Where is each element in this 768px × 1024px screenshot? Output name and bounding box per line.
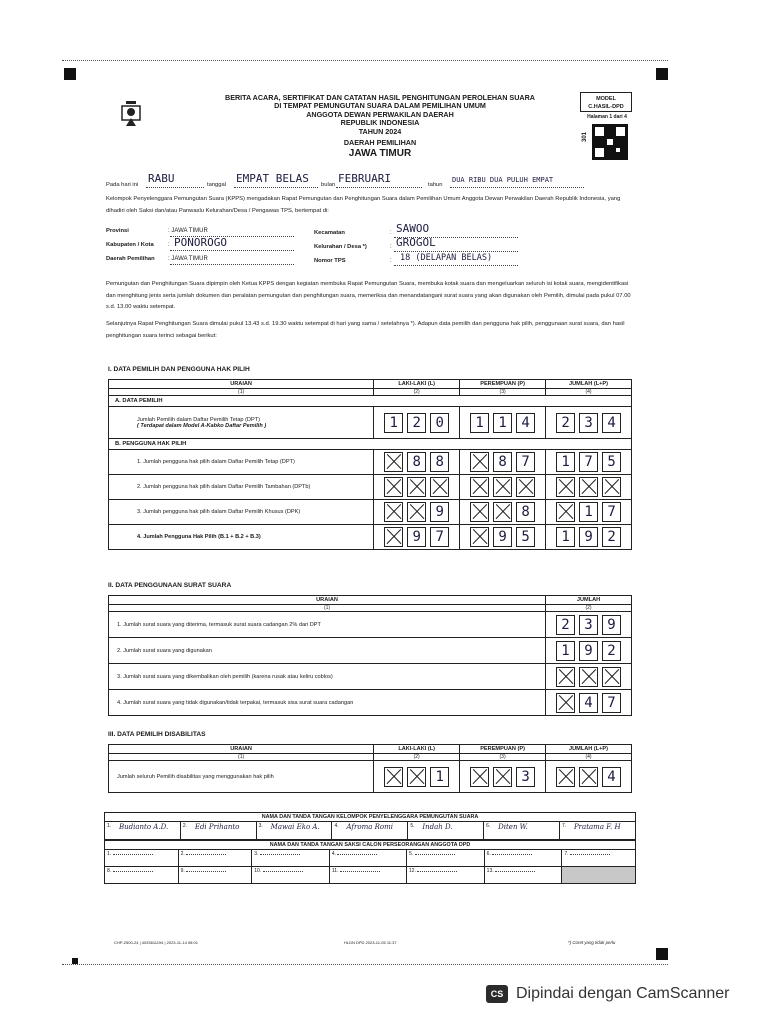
page-indicator: Halaman 1 dari 4: [587, 114, 627, 120]
digit-box[interactable]: 7: [602, 502, 621, 522]
digit-box-crossed[interactable]: [579, 477, 598, 497]
dpt-label-line-1: Jumlah Pemilih dalam Daftar Pemilih Tetap (DPT): [137, 416, 261, 423]
saksi-dotline: [495, 871, 535, 872]
digit-box[interactable]: 1: [430, 767, 449, 787]
b2-jumlah: [546, 475, 632, 500]
dpt-jumlah: [546, 407, 632, 439]
tanggal-value: EMPAT BELAS: [236, 172, 309, 185]
digit-box[interactable]: 7: [430, 527, 449, 547]
saksi-number: 4.: [331, 851, 337, 857]
paragraph-2: Selanjutnya Rapat Penghitungan Suara dimulai pukul 13.43 s.d. 19.30 waktu setempat di hari yang sama / setelahnya *). Adapun data pemilih dan pengguna hak pilih, penggunaan surat suara, dan hasil penghitungan suara terinci sebagai berikut:: [106, 321, 625, 339]
saksi-number: 9.: [180, 868, 185, 874]
digit-box[interactable]: 2: [407, 413, 426, 433]
kpps-number: 5.: [410, 823, 415, 829]
col-index-3-3: (3): [460, 754, 546, 761]
corner-mark-tr: [656, 68, 668, 80]
saksi-signature-cell[interactable]: [484, 867, 562, 884]
digit-box[interactable]: 4: [602, 767, 621, 787]
saksi-empty-cell: [562, 867, 636, 884]
top-dotted-border: [62, 60, 668, 61]
kpps-signature-cell[interactable]: [408, 822, 484, 840]
kpps-signature-cell[interactable]: [484, 822, 560, 840]
kpps-number: 4.: [334, 823, 339, 829]
col-jumlah-3: JUMLAH (L+P): [546, 745, 632, 754]
digit-box[interactable]: 1: [579, 502, 598, 522]
col-jumlah-2: JUMLAH: [546, 596, 632, 605]
tahun-label: tahun: [428, 182, 443, 188]
kpps-signature-table: [104, 812, 636, 840]
digit-box[interactable]: 2: [602, 527, 621, 547]
saksi-dotline: [415, 854, 455, 855]
paragraph-1: Pemungutan dan Penghitungan Suara dipimpin oleh Ketua KPPS dengan kegiatan membuka Rapat Pemungutan Suara, membuka kotak suara dan mengeluarkan seluruh isi kotak suara, mengidentifikasi dan menghitung jenis serta jumlah dokumen dan peralatan pemungutan dan penghitungan suara, memeriksa dan menandatangani surat suara yang akan digunakan oleh Pemilih, dimulai pada pukul 07.00 s.d. 13.00 waktu setempat.: [106, 281, 631, 310]
b4-jumlah: [546, 525, 632, 550]
qr-code-icon: [592, 124, 628, 160]
digit-box-crossed[interactable]: [579, 767, 598, 787]
b3-jumlah: [546, 500, 632, 525]
saksi-signature-cell[interactable]: [407, 867, 485, 884]
kpps-signature-cell[interactable]: [105, 822, 181, 840]
header-line-5: TAHUN 2024: [358, 126, 402, 136]
kpps-signature: Pratama F. H: [573, 823, 621, 831]
saksi-signature-cell[interactable]: [252, 850, 330, 867]
kabupaten-colon: :: [168, 242, 170, 248]
saksi-signature-cell[interactable]: [178, 867, 252, 884]
digit-box-crossed[interactable]: [384, 477, 403, 497]
digit-box-crossed[interactable]: [602, 667, 621, 687]
saksi-number: 2.: [180, 851, 185, 857]
corner-mark-bl: [72, 958, 78, 964]
table-row: [109, 407, 632, 439]
kpps-number: 1.: [107, 823, 112, 829]
footer-code-left: CHP-2500-24 | 4033611194 | 2023-11-14 08:01: [114, 940, 198, 945]
digit-box-crossed[interactable]: [556, 502, 575, 522]
saksi-number: 6.: [486, 851, 491, 857]
saksi-signature-cell[interactable]: [562, 850, 636, 867]
kabupaten-dotline: [170, 250, 294, 251]
kecamatan-label: Kecamatan: [314, 230, 345, 236]
col-laki-laki-3: LAKI-LAKI (L): [374, 745, 460, 754]
digit-box[interactable]: 4: [516, 413, 535, 433]
col-index-4: (4): [546, 389, 632, 396]
kelurahan-value: GROGOL: [396, 236, 436, 249]
day-value: RABU: [148, 172, 175, 185]
section-b-label: B. PENGGUNA HAK PILIH: [109, 439, 632, 450]
b3-perempuan: [460, 500, 546, 525]
col-index-2: (2): [374, 389, 460, 396]
b2-perempuan: [460, 475, 546, 500]
ss3-jumlah: [546, 664, 632, 690]
tps-colon: :: [390, 258, 392, 264]
col-uraian-3: URAIAN: [109, 745, 374, 754]
saksi-dotline: [186, 854, 226, 855]
kpps-signature: Diten W.: [498, 823, 528, 831]
header-line-3: ANGGOTA DEWAN PERWAKILAN DAERAH: [306, 109, 454, 119]
saksi-number: 7.: [564, 851, 569, 857]
saksi-number: 10.: [254, 868, 262, 874]
corner-mark-tl: [64, 68, 76, 80]
tps-value: 18 (DELAPAN BELAS): [400, 253, 493, 263]
digit-box[interactable]: 9: [579, 527, 598, 547]
digit-box[interactable]: 8: [430, 452, 449, 472]
model-code: C.HASIL-DPD: [588, 104, 624, 110]
ss4-jumlah: [546, 690, 632, 716]
table-row: [109, 761, 632, 793]
kabupaten-label: Kabupaten / Kota: [106, 242, 154, 248]
digit-box-crossed[interactable]: [493, 502, 512, 522]
ss4-label: 4. Jumlah surat suara yang tidak digunakan/tidak terpakai, termasuk sisa surat suara cadangan: [109, 690, 546, 716]
digit-box[interactable]: 3: [516, 767, 535, 787]
b4-perempuan: [460, 525, 546, 550]
ss2-jumlah: [546, 638, 632, 664]
saksi-number: 8.: [107, 868, 112, 874]
kabupaten-value: PONOROGO: [174, 236, 227, 249]
section-2-table: [108, 595, 632, 716]
table-row: [109, 500, 632, 525]
digit-box[interactable]: 8: [516, 502, 535, 522]
region-title: JAWA TIMUR: [348, 148, 412, 160]
provinsi-value: : JAWA TIMUR: [168, 228, 208, 234]
saksi-number: 1.: [107, 851, 112, 857]
digit-box-crossed[interactable]: [470, 452, 489, 472]
table-row: [109, 450, 632, 475]
kelurahan-label: Kelurahan / Desa *): [314, 244, 367, 250]
camscanner-watermark: [486, 985, 729, 1003]
intro-text: Kelompok Penyelenggara Pemungutan Suara (KPPS) mengadakan Rapat Pemungutan dan Penghitungan Suara dalam Pemilihan Umum Anggota Dewan Perwakilan Daerah Republik Indonesia, yang dihadiri oleh Saksi dan/atau Panwaslu Kelurahan/Desa / Pengawas TPS, bertempat di:: [106, 196, 621, 214]
digit-box[interactable]: 2: [556, 615, 575, 635]
kpps-signature: Mawai Eko A.: [270, 823, 320, 831]
bulan-dotline: [336, 187, 422, 188]
model-box: [580, 92, 632, 112]
digit-box[interactable]: 3: [579, 615, 598, 635]
saksi-dotline: [113, 871, 153, 872]
dis-laki-laki: [374, 761, 460, 793]
col-jumlah: JUMLAH (L+P): [546, 380, 632, 389]
kecamatan-colon: :: [390, 230, 392, 236]
col-index-3-4: (4): [546, 754, 632, 761]
section-2-title: II. DATA PENGGUNAAN SURAT SUARA: [108, 582, 232, 589]
disabilitas-label: Jumlah seluruh Pemilih disabilitas yang menggunakan hak pilih: [109, 761, 374, 793]
camscanner-text: Dipindai dengan CamScanner: [516, 985, 730, 1002]
kpps-signature: Budianto A.D.: [119, 823, 169, 831]
footer-note: *) Coret yang tidak perlu: [568, 940, 616, 945]
digit-box-crossed[interactable]: [493, 477, 512, 497]
kpps-signature: Edi Prihanto: [194, 823, 240, 831]
table-row: [109, 475, 632, 500]
digit-box-crossed[interactable]: [407, 502, 426, 522]
saksi-signature-cell[interactable]: [329, 850, 406, 867]
saksi-dotline: [186, 871, 226, 872]
section-3-table: [108, 744, 632, 793]
section-1-title: I. DATA PEMILIH DAN PENGGUNA HAK PILIH: [108, 366, 250, 373]
kpps-signature: Afroma Romi: [346, 823, 393, 831]
digit-box-crossed[interactable]: [579, 667, 598, 687]
saksi-number: 13.: [486, 868, 494, 874]
saksi-number: 11.: [331, 868, 339, 874]
digit-box-crossed[interactable]: [470, 527, 489, 547]
camscanner-logo-icon: CS: [486, 985, 508, 1003]
day-dotline: [146, 187, 204, 188]
header-line-1: BERITA ACARA, SERTIFIKAT DAN CATATAN HASIL PENGHITUNGAN PEROLEHAN SUARA: [225, 93, 535, 102]
digit-box-crossed[interactable]: [407, 767, 426, 787]
kpps-signature-cell[interactable]: [180, 822, 256, 840]
saksi-dotline: [417, 871, 457, 872]
kpps-signature-cell[interactable]: [559, 822, 635, 840]
digit-box[interactable]: 9: [602, 615, 621, 635]
digit-box-crossed[interactable]: [407, 477, 426, 497]
section-1-table: [108, 379, 632, 550]
b2-laki-laki: [374, 475, 460, 500]
saksi-dotline: [263, 871, 303, 872]
digit-box[interactable]: 9: [407, 527, 426, 547]
digit-box-crossed[interactable]: [430, 477, 449, 497]
saksi-signature-cell[interactable]: [484, 850, 562, 867]
digit-box[interactable]: 1: [384, 413, 403, 433]
b1-jumlah: [546, 450, 632, 475]
col-index-3: (3): [460, 389, 546, 396]
dis-perempuan: [460, 761, 546, 793]
saksi-signature-cell[interactable]: [105, 867, 179, 884]
saksi-dotline: [113, 854, 153, 855]
ss3-label: 3. Jumlah surat suara yang dikembalikan oleh pemilih (karena rusak atau keliru coblos): [109, 664, 546, 690]
col-laki-laki: LAKI-LAKI (L): [374, 380, 460, 389]
col-index-3-1: (1): [109, 754, 374, 761]
saksi-signature-cell[interactable]: [329, 867, 406, 884]
b4-laki-laki: [374, 525, 460, 550]
digit-box-crossed[interactable]: [556, 767, 575, 787]
digit-box[interactable]: 2: [602, 641, 621, 661]
kpps-number: 2.: [182, 823, 187, 829]
dapil-value: : JAWA TIMUR: [168, 256, 208, 262]
saksi-number: 3.: [254, 851, 259, 857]
saksi-number: 5.: [409, 851, 414, 857]
col-uraian: URAIAN: [109, 380, 374, 389]
digit-box[interactable]: 0: [430, 413, 449, 433]
kecamatan-value: SAWOO: [396, 222, 430, 235]
digit-box-crossed[interactable]: [556, 477, 575, 497]
kpps-signature-cell[interactable]: [332, 822, 408, 840]
digit-box[interactable]: 1: [556, 452, 575, 472]
digit-box-crossed[interactable]: [470, 767, 489, 787]
table-row: [109, 612, 632, 638]
bulan-label: bulan: [321, 182, 336, 188]
bulan-value: FEBRUARI: [338, 172, 391, 185]
saksi-dotline: [570, 854, 610, 855]
dis-jumlah: [546, 761, 632, 793]
digit-box-crossed[interactable]: [556, 693, 575, 713]
header-line-4: REPUBLIK INDONESIA: [340, 118, 420, 128]
provinsi-label: Provinsi: [106, 228, 129, 234]
col-uraian-2: URAIAN: [109, 596, 546, 605]
digit-box[interactable]: 1: [493, 413, 512, 433]
digit-box-crossed[interactable]: [602, 477, 621, 497]
col-perempuan: PEREMPUAN (P): [460, 380, 546, 389]
section-a-label: A. DATA PEMILIH: [109, 396, 632, 407]
model-label: MODEL: [596, 96, 616, 102]
tps-label: Nomor TPS: [314, 258, 346, 264]
digit-box[interactable]: 1: [470, 413, 489, 433]
kpps-number: 6.: [486, 823, 491, 829]
saksi-dotline: [492, 854, 532, 855]
kpps-signature-header: NAMA DAN TANDA TANGAN KELOMPOK PENYELENGGARA PEMUNGUTAN SUARA: [105, 813, 636, 822]
digit-box[interactable]: 5: [516, 527, 535, 547]
table-row: [109, 638, 632, 664]
digit-box[interactable]: 1: [556, 641, 575, 661]
col-index-1: (1): [109, 389, 374, 396]
saksi-signature-table: [104, 840, 636, 884]
kpu-logo-icon: [118, 98, 144, 128]
digit-box-crossed[interactable]: [493, 767, 512, 787]
digit-box-crossed[interactable]: [384, 502, 403, 522]
col-perempuan-3: PEREMPUAN (P): [460, 745, 546, 754]
digit-box[interactable]: 9: [430, 502, 449, 522]
saksi-signature-cell[interactable]: [407, 850, 485, 867]
b4-label: 4. Jumlah Pengguna Hak Pilih (B.1 + B.2 + B.3): [109, 525, 374, 550]
digit-box-crossed[interactable]: [516, 477, 535, 497]
ss1-label: 1. Jumlah surat suara yang diterima, termasuk surat suara cadangan 2% dari DPT: [109, 612, 546, 638]
table-row: [109, 690, 632, 716]
digit-box[interactable]: 4: [602, 413, 621, 433]
b1-perempuan: [460, 450, 546, 475]
kelurahan-dotline: [394, 251, 518, 252]
date-prefix-label: Pada hari ini: [106, 182, 139, 188]
dpt-perempuan: [460, 407, 546, 439]
header-line-6: DAERAH PEMILIHAN: [343, 138, 417, 148]
table-row: [109, 525, 632, 550]
digit-box[interactable]: 2: [556, 413, 575, 433]
tanggal-label: tanggal: [207, 182, 227, 188]
digit-box[interactable]: 9: [493, 527, 512, 547]
b1-label: 1. Jumlah pengguna hak pilih dalam Daftar Pemilih Tetap (DPT): [109, 450, 374, 475]
b3-label: 3. Jumlah pengguna hak pilih dalam Daftar Pemilih Khusus (DPK): [109, 500, 374, 525]
ss2-label: 2. Jumlah surat suara yang digunakan: [109, 638, 546, 664]
digit-box[interactable]: 8: [407, 452, 426, 472]
digit-box[interactable]: 9: [579, 641, 598, 661]
col-index-3-2: (2): [374, 754, 460, 761]
dapil-dotline: [170, 264, 294, 265]
kelurahan-colon: :: [390, 244, 392, 250]
digit-box[interactable]: 4: [579, 693, 598, 713]
b1-laki-laki: [374, 450, 460, 475]
saksi-dotline: [337, 854, 377, 855]
col-index-2-1: (1): [109, 605, 546, 612]
saksi-dotline: [340, 871, 380, 872]
digit-box-crossed[interactable]: [556, 667, 575, 687]
document-header: [160, 94, 600, 160]
tahun-value: DUA RIBU DUA PULUH EMPAT: [452, 176, 554, 184]
digit-box-crossed[interactable]: [384, 527, 403, 547]
header-line-2: DI TEMPAT PEMUNGUTAN SUARA DALAM PEMILIHAN UMUM: [274, 101, 486, 111]
digit-box[interactable]: 7: [602, 693, 621, 713]
digit-box[interactable]: 3: [579, 413, 598, 433]
dpt-label: [109, 407, 374, 439]
digit-box-crossed[interactable]: [470, 477, 489, 497]
digit-box-crossed[interactable]: [384, 452, 403, 472]
dpt-label-line-2: ( Terdapat dalam Model A-Kabko Daftar Pemilih ): [137, 422, 267, 429]
ss1-jumlah: [546, 612, 632, 638]
b3-laki-laki: [374, 500, 460, 525]
saksi-dotline: [260, 854, 300, 855]
tahun-dotline: [450, 187, 584, 188]
saksi-signature-cell[interactable]: [105, 850, 179, 867]
section-3-title: III. DATA PEMILIH DISABILITAS: [108, 731, 206, 738]
digit-box[interactable]: 7: [516, 452, 535, 472]
kpps-number: 3.: [258, 823, 263, 829]
digit-box[interactable]: 8: [493, 452, 512, 472]
saksi-signature-cell[interactable]: [178, 850, 252, 867]
dapil-label: Daerah Pemilihan: [106, 256, 155, 262]
col-index-2-2: (2): [546, 605, 632, 612]
kpps-signature-cell[interactable]: [256, 822, 332, 840]
tps-dotline: [394, 265, 518, 266]
b2-label: 2. Jumlah pengguna hak pilih dalam Daftar Pemilih Tambahan (DPTb): [109, 475, 374, 500]
saksi-signature-header: NAMA DAN TANDA TANGAN SAKSI CALON PERSEORANGAN ANGGOTA DPD: [105, 841, 636, 850]
digit-box-crossed[interactable]: [384, 767, 403, 787]
dpt-laki-laki: [374, 407, 460, 439]
tanggal-dotline: [234, 187, 318, 188]
digit-box[interactable]: 7: [579, 452, 598, 472]
kpps-number: 7.: [561, 823, 567, 829]
digit-box-crossed[interactable]: [470, 502, 489, 522]
saksi-signature-cell[interactable]: [252, 867, 330, 884]
footer-code-mid: HLDN DPD 2023-11-05 11:37: [344, 940, 397, 945]
digit-box[interactable]: 5: [602, 452, 621, 472]
corner-mark-br: [656, 948, 668, 960]
bottom-dotted-border: [62, 964, 668, 965]
table-row: [109, 664, 632, 690]
kpps-signature: Indah D.: [422, 823, 453, 831]
digit-box[interactable]: 1: [556, 527, 575, 547]
qr-number: 301: [582, 131, 589, 143]
saksi-number: 12.: [409, 868, 416, 874]
